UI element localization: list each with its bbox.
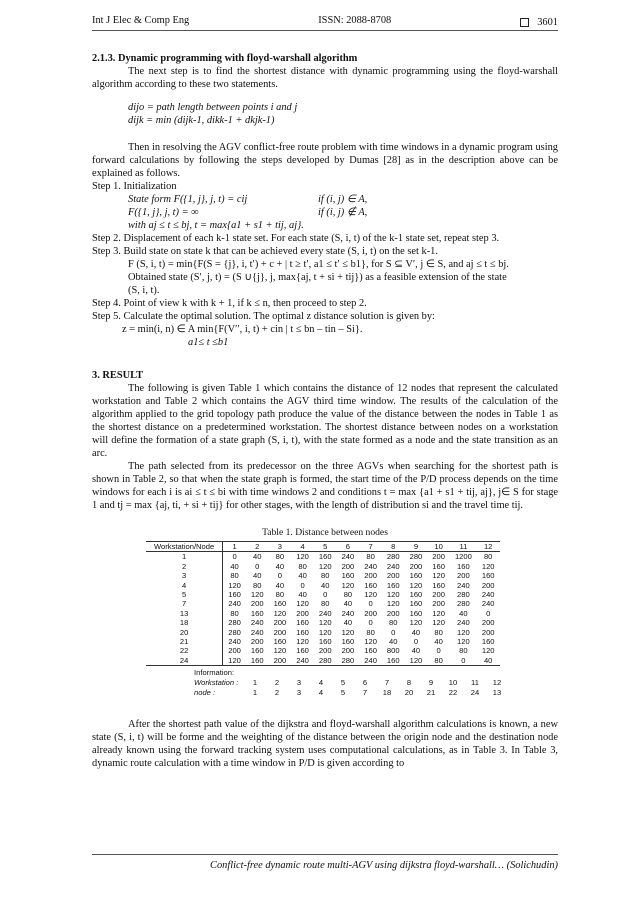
table-cell: 120 <box>273 646 287 656</box>
table-cell: 280 <box>228 627 241 637</box>
table-cell: 200 <box>228 646 241 656</box>
table-row <box>146 590 500 599</box>
workstation-value: 7 <box>384 678 390 688</box>
table-cell: 80 <box>366 552 375 562</box>
table-cell: 22 <box>146 646 223 655</box>
table-cell: 7 <box>146 599 223 608</box>
table-cell: 120 <box>432 571 445 581</box>
table-cell: 240 <box>364 561 377 571</box>
equation-1: dijo = path length between points i and j <box>128 102 298 113</box>
step-3-line-c: (S, i, t). <box>128 285 160 296</box>
table-cell: 240 <box>291 656 314 666</box>
table-cell: 240 <box>481 599 495 609</box>
table-row <box>146 599 500 608</box>
table-row <box>146 628 500 637</box>
table-cell: 3 <box>146 571 223 580</box>
step-3: Step 3. Build state on state k that can be achieved every state (S, i, t) on the set k-1. <box>92 246 438 257</box>
page-number: 3601 <box>537 16 558 28</box>
step-1-b-right: if (i, j) ∉ A, <box>318 207 368 218</box>
table-cell: 120 <box>296 552 309 562</box>
table-cell: 80 <box>230 571 239 581</box>
node-value: 13 <box>492 688 502 698</box>
table-cell: 120 <box>364 637 377 647</box>
table-cell: 200 <box>432 599 445 609</box>
table-cell: 120 <box>296 637 309 647</box>
table-cell: 200 <box>273 618 287 628</box>
table-row <box>146 618 500 627</box>
table-cell: 40 <box>411 627 421 637</box>
section-213-title: 2.1.3. Dynamic programming with floyd-warshall algorithm <box>92 53 358 64</box>
section-3-paragraph-1: The following is given Table 1 which contains the distance of 12 nodes that represent the calculated workstation and Table 2 which contains the AGV third time window. The results of the calculation of the algorithm applied to the grid topology path produce the value of the distance between the nodes in Table 1 as the shortest distance on a predetermined workstation. The shortest distance between nodes on a workstation will define the formation of a state graph (S, i, t), with the state formed as a node and the state transition as an arc. <box>92 383 558 459</box>
step-3-line-a: F (S, i, t) = min{F(S = {j}, i, t′) + c + | t ≥ t′, a1 ≤ t′ ≤ b1}, for S ⊆ V′, j ∈ S, and aj ≤ t ≤ bj. <box>128 259 509 270</box>
table-cell: 120 <box>341 580 355 590</box>
table-cell: 200 <box>250 599 264 609</box>
table-cell: 160 <box>318 637 332 647</box>
table-cell: 240 <box>359 656 382 666</box>
node-values <box>244 688 508 698</box>
table-1-information <box>194 668 558 698</box>
table-cell: 0 <box>368 618 373 628</box>
running-footer: Conflict-free dynamic route multi-AGV using dijkstra floyd-warshall… (Solichudin) <box>92 854 558 872</box>
table-cell: 200 <box>250 637 264 647</box>
node-value: 5 <box>340 688 346 698</box>
table-cell: 240 <box>386 561 400 571</box>
workstation-value: 5 <box>340 678 346 688</box>
table-header-row <box>146 542 500 552</box>
table-cell: 120 <box>223 656 246 666</box>
table-row <box>146 581 500 590</box>
table-header-cell: 5 <box>314 542 337 552</box>
workstation-value: 9 <box>428 678 434 688</box>
table-cell: 200 <box>269 656 292 666</box>
table-cell: 280 <box>228 618 241 628</box>
table-cell: 40 <box>298 590 307 600</box>
table-cell: 160 <box>364 646 377 656</box>
table-cell: 1 <box>146 552 223 562</box>
table-cell: 160 <box>481 637 495 647</box>
table-cell: 0 <box>450 656 477 666</box>
table-cell: 2 <box>146 562 223 571</box>
z-equation-subscript: a1≤ t ≤b1 <box>188 337 229 348</box>
table-cell: 40 <box>477 656 500 666</box>
node-value: 18 <box>382 688 392 698</box>
table-body <box>146 552 500 666</box>
table-cell: 280 <box>457 590 470 600</box>
table-cell: 240 <box>228 599 241 609</box>
table-cell: 240 <box>250 618 264 628</box>
table-1-caption: Table 1. Distance between nodes <box>262 527 388 538</box>
table-cell: 80 <box>366 627 375 637</box>
table-cell: 200 <box>386 571 400 581</box>
table-header-cell: 11 <box>450 542 477 552</box>
table-header-cell: 3 <box>269 542 292 552</box>
table-cell: 160 <box>246 656 269 666</box>
step-1: Step 1. Initialization <box>92 181 177 192</box>
table-cell: 40 <box>275 580 285 590</box>
table-cell: 40 <box>298 571 307 581</box>
table-cell: 120 <box>481 561 495 571</box>
table-header-cell: 9 <box>405 542 428 552</box>
table-cell: 200 <box>341 561 355 571</box>
table-cell: 0 <box>368 599 373 609</box>
table-cell: 18 <box>146 618 223 627</box>
node-value: 20 <box>404 688 414 698</box>
workstation-value: 8 <box>406 678 412 688</box>
table-cell: 0 <box>232 552 237 562</box>
table-cell: 120 <box>228 580 241 590</box>
table-row <box>146 656 500 666</box>
table-cell: 160 <box>250 646 264 656</box>
checkbox-icon <box>520 18 529 27</box>
table-cell: 160 <box>432 561 445 571</box>
table-header-cell: 1 <box>223 542 246 552</box>
table-cell: 280 <box>409 552 423 562</box>
table-cell: 40 <box>459 608 468 618</box>
table-cell: 40 <box>434 637 443 647</box>
table-cell: 160 <box>409 590 423 600</box>
table-cell: 200 <box>296 608 309 618</box>
node-value: 21 <box>426 688 436 698</box>
table-cell: 0 <box>391 627 396 637</box>
table-row <box>146 609 500 618</box>
table-cell: 4 <box>146 581 223 590</box>
table-cell: 240 <box>457 580 470 590</box>
node-label: node : <box>194 688 216 698</box>
table-cell: 120 <box>386 599 400 609</box>
table-cell: 0 <box>277 571 283 581</box>
table-cell: 280 <box>457 599 470 609</box>
table-cell: 40 <box>389 637 398 647</box>
table-row <box>146 552 500 562</box>
table-cell: 160 <box>250 608 264 618</box>
node-value: 2 <box>274 688 280 698</box>
step-1-line-c: with aj ≤ t ≤ bj, t = max{a1 + s1 + tij, aj}. <box>128 220 304 231</box>
table-cell: 160 <box>341 571 355 581</box>
table-cell: 80 <box>389 618 398 628</box>
equation-2: dijk = min (dijk-1, dikk-1 + dkjk-1) <box>128 115 275 126</box>
table-cell: 120 <box>409 580 423 590</box>
table-cell: 80 <box>459 646 468 656</box>
table-cell: 40 <box>253 571 262 581</box>
workstation-value: 6 <box>362 678 368 688</box>
table-cell: 0 <box>413 637 419 647</box>
page-content <box>92 52 558 770</box>
node-value: 24 <box>470 688 480 698</box>
table-cell: 160 <box>318 552 332 562</box>
table-cell: 800 <box>386 646 400 656</box>
table-cell: 240 <box>481 590 495 600</box>
table-cell: 21 <box>146 637 223 646</box>
table-cell: 240 <box>250 627 264 637</box>
table-cell: 80 <box>427 656 450 666</box>
table-cell: 200 <box>432 552 445 562</box>
node-value: 22 <box>448 688 458 698</box>
table-cell: 200 <box>432 590 445 600</box>
information-title: Information: <box>194 668 235 678</box>
table-cell: 200 <box>364 608 377 618</box>
step-1-a-left: State form F({1, j}, j, t) = cij <box>128 194 248 205</box>
table-cell: 80 <box>298 561 307 571</box>
table-cell: 280 <box>337 656 360 666</box>
section-3-paragraph-3: After the shortest path value of the dijkstra and floyd-warshall algorithm calculations is known, a new state (S, i, t) will be forme and the weighting of the distance between the origin node and the destination node already known using the forward tracking system uses computational calculations, as in Table 3. In Table 3, dynamic route calculation with a time window in P/D is given according to <box>92 719 558 770</box>
table-cell: 0 <box>436 646 441 656</box>
table-cell: 160 <box>481 571 495 581</box>
table-cell: 40 <box>275 561 285 571</box>
table-cell: 80 <box>343 590 353 600</box>
page-number-group <box>520 14 558 30</box>
table-cell: 40 <box>343 599 353 609</box>
table-cell: 120 <box>318 618 332 628</box>
workstation-value: 4 <box>318 678 324 688</box>
table-cell: 200 <box>386 608 400 618</box>
table-cell: 160 <box>273 637 287 647</box>
workstation-value: 10 <box>448 678 458 688</box>
node-value: 7 <box>362 688 368 698</box>
table-cell: 160 <box>457 561 470 571</box>
table-cell: 160 <box>364 580 377 590</box>
table-header-cell: 4 <box>291 542 314 552</box>
node-row <box>194 688 558 698</box>
table-cell: 24 <box>146 656 223 666</box>
table-header-cell: 10 <box>427 542 450 552</box>
table-cell: 160 <box>341 637 355 647</box>
step-1-line-b <box>92 206 558 219</box>
table-cell: 160 <box>228 590 241 600</box>
table-cell: 200 <box>273 627 287 637</box>
table-cell: 160 <box>273 599 287 609</box>
running-header <box>92 14 558 31</box>
table-cell: 80 <box>275 552 285 562</box>
table-cell: 200 <box>318 646 332 656</box>
table-cell: 120 <box>318 561 332 571</box>
table-cell: 1200 <box>454 552 472 562</box>
table-cell: 160 <box>432 580 445 590</box>
table-cell: 120 <box>457 627 470 637</box>
table-cell: 120 <box>341 627 355 637</box>
table-cell: 80 <box>483 552 493 562</box>
table-cell: 200 <box>457 571 470 581</box>
table-cell: 5 <box>146 590 223 599</box>
table-row <box>146 646 500 655</box>
workstation-value: 2 <box>274 678 280 688</box>
table-cell: 240 <box>457 618 470 628</box>
table-cell: 120 <box>386 590 400 600</box>
table-cell: 40 <box>230 561 239 571</box>
workstation-row <box>194 678 558 688</box>
table-cell: 120 <box>364 590 377 600</box>
node-value: 1 <box>252 688 258 698</box>
step-5: Step 5. Calculate the optimal solution. The optimal z distance solution is given by: <box>92 311 435 322</box>
table-cell: 160 <box>386 580 400 590</box>
table-cell: 160 <box>296 618 309 628</box>
table-cell: 120 <box>405 656 428 666</box>
table-cell: 120 <box>481 646 495 656</box>
table-cell: 200 <box>341 646 355 656</box>
table-cell: 13 <box>146 609 223 618</box>
step-1-b-left: F({1, j}, j, t) = ∞ <box>128 207 199 218</box>
table-cell: 80 <box>230 608 239 618</box>
table-cell: 120 <box>432 618 445 628</box>
workstation-label: Workstation : <box>194 678 239 688</box>
table-cell: 200 <box>481 618 495 628</box>
table-row <box>146 562 500 571</box>
table-cell: 40 <box>321 580 330 590</box>
step-3-line-b: Obtained state (S′, j, t) = (S ∪{j}, j, max{aj, t + si + tij}) as a feasible extension of the state <box>128 272 507 283</box>
workstation-values <box>244 678 508 688</box>
table-cell: 0 <box>255 561 260 571</box>
table-header-cell: Workstation/Node <box>146 542 223 552</box>
table-cell: 200 <box>481 580 495 590</box>
workstation-value: 3 <box>296 678 302 688</box>
step-4: Step 4. Point of view k with k + 1, if k ≤ n, then proceed to step 2. <box>92 298 367 309</box>
section-213-paragraph-1: The next step is to find the shortest distance with dynamic programming using the floyd-warshall algorithm according to these two statements. <box>92 66 558 90</box>
table-cell: 160 <box>382 656 405 666</box>
table-header-cell: 8 <box>382 542 405 552</box>
table-cell: 0 <box>486 608 491 618</box>
table-header-cell: 7 <box>359 542 382 552</box>
step-1-a-right: if (i, j) ∈ A, <box>318 194 368 205</box>
table-cell: 40 <box>411 646 421 656</box>
table-cell: 160 <box>409 608 423 618</box>
workstation-value: 1 <box>252 678 258 688</box>
table-cell: 200 <box>409 561 423 571</box>
table-cell: 120 <box>432 608 445 618</box>
section-3-title: 3. RESULT <box>92 370 144 381</box>
table-cell: 80 <box>275 590 285 600</box>
workstation-value: 12 <box>492 678 502 688</box>
table-header-cell: 2 <box>246 542 269 552</box>
table-cell: 80 <box>253 580 262 590</box>
node-value: 3 <box>296 688 302 698</box>
section-3-paragraph-2: The path selected from its predecessor on the three AGVs when searching for the shortest path is shown in Table 2, so that when the state graph is formed, the start time of the P/D process depends on the time windows for each i is ai ≤ t ≤ bi with time windows 2 and conditions t = max {a1 + s1 + tij, aj}, j∈ S for stage 1 and tj = max {aj, ti, + si + tij} for other stages, with the length of distribution si and the travel time tij. <box>92 461 558 511</box>
table-cell: 280 <box>314 656 337 666</box>
table-cell: 120 <box>318 627 332 637</box>
table-cell: 20 <box>146 628 223 637</box>
table-cell: 120 <box>273 608 287 618</box>
table-cell: 200 <box>364 571 377 581</box>
table-cell: 80 <box>321 599 330 609</box>
table-cell: 80 <box>321 571 330 581</box>
table-cell: 120 <box>296 599 309 609</box>
table-cell: 160 <box>409 599 423 609</box>
table-cell: 40 <box>343 618 353 628</box>
table-header-cell: 12 <box>477 542 500 552</box>
table-cell: 120 <box>409 618 423 628</box>
table-cell: 240 <box>341 552 355 562</box>
journal-name: Int J Elec & Comp Eng <box>92 15 190 26</box>
step-2: Step 2. Displacement of each k-1 state set. For each state (S, i, t) of the k-1 state set, repeat step 3. <box>92 233 500 244</box>
table-cell: 0 <box>300 580 305 590</box>
table-cell: 160 <box>296 627 309 637</box>
distance-table <box>146 541 500 666</box>
table-row <box>146 637 500 646</box>
table-cell: 0 <box>323 590 328 600</box>
table-header-cell: 6 <box>337 542 360 552</box>
table-cell: 80 <box>434 627 443 637</box>
table-cell: 160 <box>296 646 309 656</box>
table-cell: 200 <box>481 627 495 637</box>
section-213-paragraph-2: Then in resolving the AGV conflict-free route problem with time windows in a dynamic program using forward calculations by following the steps developed by Dumas [28] as in the description above can be explained as follows. <box>92 142 558 179</box>
table-cell: 240 <box>228 637 241 647</box>
table-row <box>146 571 500 580</box>
node-value: 4 <box>318 688 324 698</box>
table-cell: 280 <box>386 552 400 562</box>
workstation-value: 11 <box>471 678 479 688</box>
table-cell: 40 <box>253 552 262 562</box>
table-cell: 120 <box>457 637 470 647</box>
table-cell: 120 <box>250 590 264 600</box>
step-1-line-a <box>92 193 558 206</box>
z-equation: z = min(i, n) ∈ A min{F(V′′, i, t) + cin | t ≤ bn – tin – Si}. <box>122 324 363 335</box>
table-cell: 160 <box>409 571 423 581</box>
table-cell: 240 <box>318 608 332 618</box>
issn: ISSN: 2088-8708 <box>318 15 392 26</box>
table-cell: 240 <box>341 608 355 618</box>
